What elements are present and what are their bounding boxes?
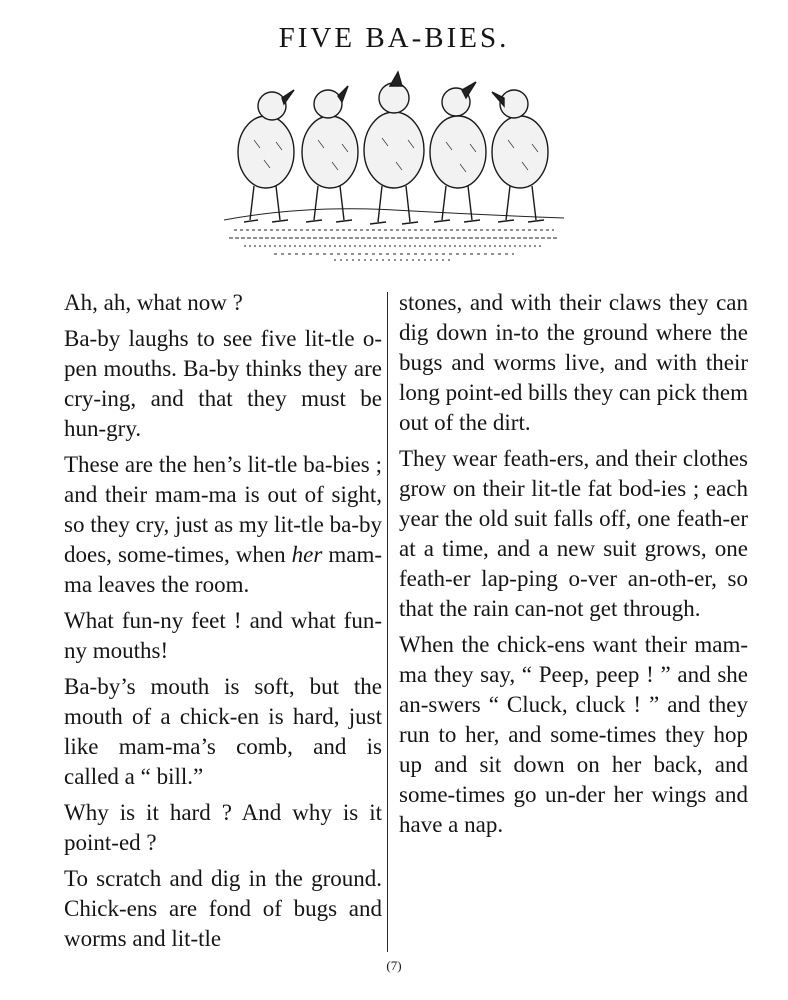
paragraph: Ba-by laughs to see five lit-tle o-pen mouths. Ba-by thinks they are cry-ing, and that they must be hun-gry. [64,326,382,441]
page-number: (7) [386,958,402,973]
paragraph: What fun-ny feet ! and what fun-ny mouths! [64,608,382,663]
paragraph: When the chick-ens want their mam-ma they say, “ Peep, peep ! ” and she an-swers “ Cluck, cluck ! ” and they run to her, and some-times they hop up and sit down on her back, and some-times go un-der her wings and have a nap. [399,632,748,837]
page-title: FIVE BA-BIES. [278,22,510,54]
paragraph: Why is it hard ? And why is it point-ed ? [64,800,382,855]
left-column [64,288,382,960]
chick-2 [302,86,358,222]
chick-3 [364,72,424,224]
paragraph: These are the hen’s lit-tle ba-bies ; and their mam-ma is out of sight, so they cry, just as my lit-tle ba-by does, some-times, when her mam-ma leaves the room. [64,452,383,597]
paragraph: They wear feath-ers, and their clothes grow on their lit-tle fat bod-ies ; each year the old suit falls off, one feath-er at a time, and a new suit grows, one feath-er lap-ping o-ver an-oth-er, so that the rain can-not get through. [399,446,748,621]
five-chicks-illustration [214,70,574,270]
paragraph: Ba-by’s mouth is soft, but the mouth of a chick-en is hard, just like mam-ma’s comb, and is called a “ bill.” [64,674,382,789]
chick-5 [492,90,548,222]
paragraph: Ah, ah, what now ? [64,290,243,315]
chick-4 [430,82,486,222]
italic-word: her [291,542,323,567]
paragraph: To scratch and dig in the ground. Chick-ens are fond of bugs and worms and lit-tle [64,866,382,951]
paragraph: stones, and with their claws they can dig down in-to the ground where the bugs and worms live, and with their long point-ed bills they can pick them out of the dirt. [399,290,748,435]
column-divider [387,292,388,952]
right-column [399,288,748,846]
chick-1 [238,90,294,222]
